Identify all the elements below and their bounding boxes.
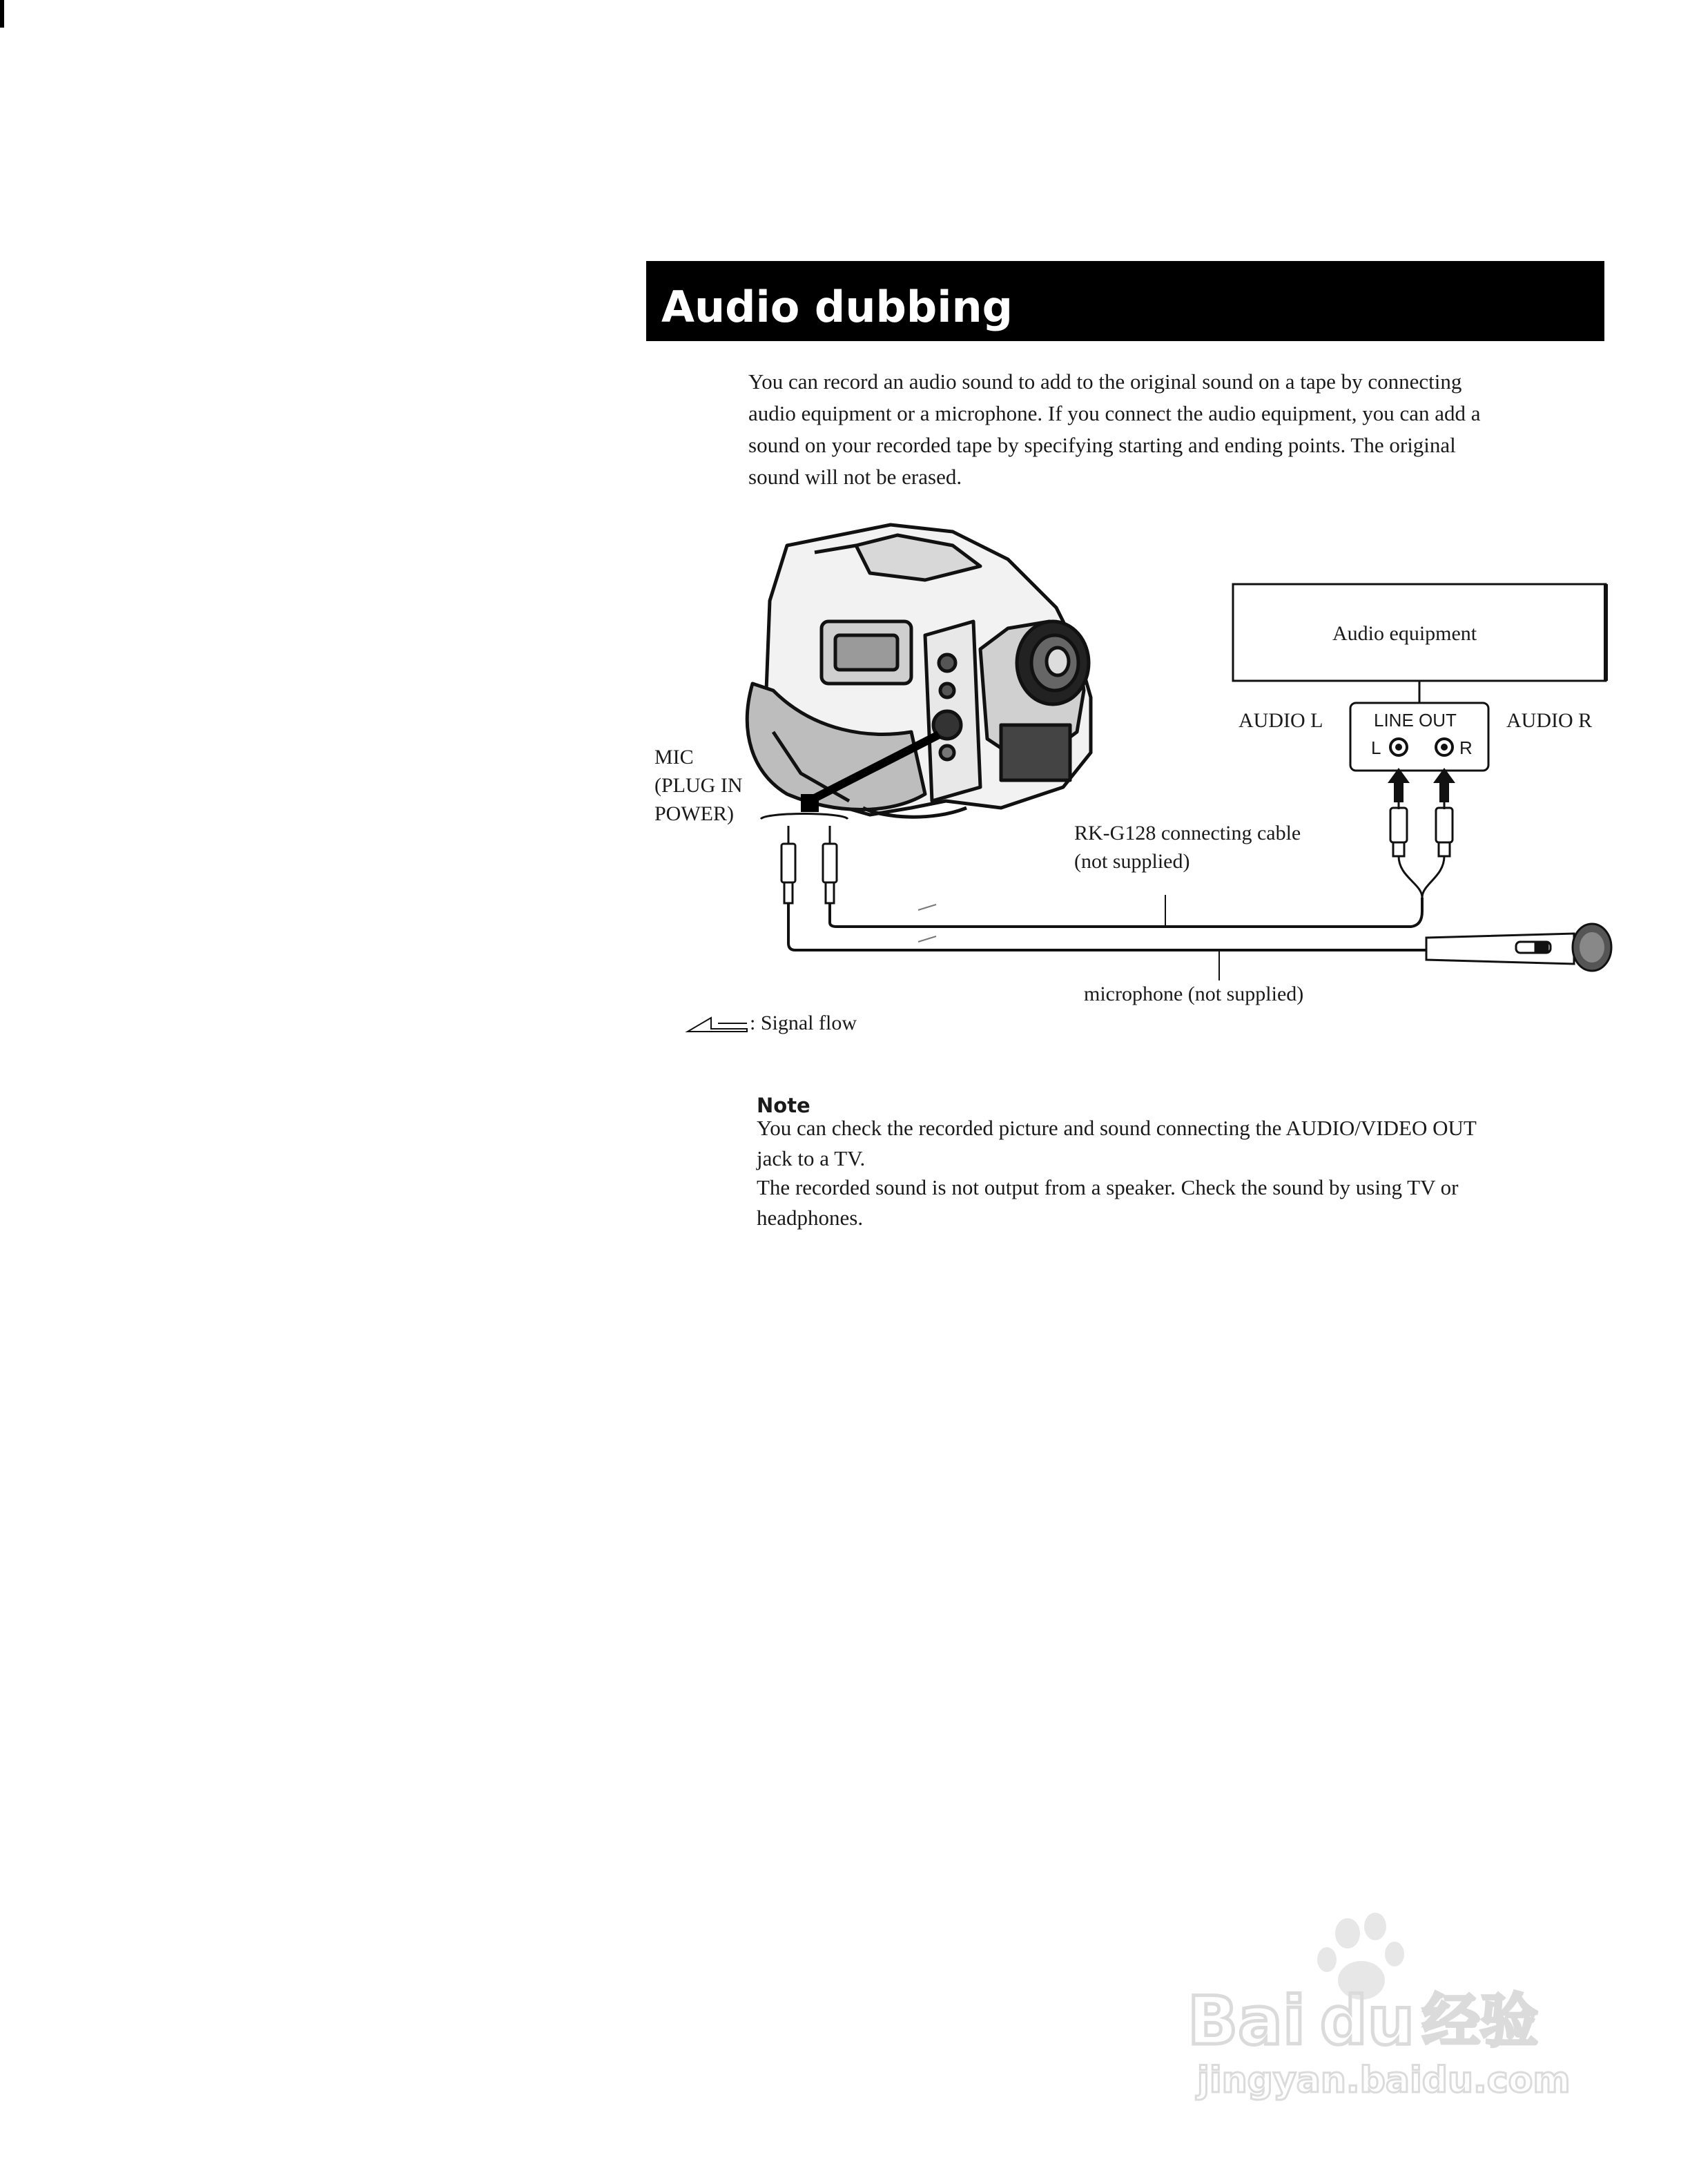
svg-text:Bai: Bai xyxy=(1187,1982,1305,2060)
svg-text:经验: 经验 xyxy=(1422,1987,1539,2055)
section-title: Audio dubbing xyxy=(661,282,1013,332)
note-heading: Note xyxy=(757,1094,810,1117)
baidu-jingyan-watermark xyxy=(1174,1906,1588,2106)
signal-arrows xyxy=(1388,768,1455,802)
audio-l-label: AUDIO L xyxy=(1239,709,1323,732)
intro-line: audio equipment or a microphone. If you connect the audio equipment, you can add a xyxy=(748,401,1481,425)
jack-l-label: L xyxy=(1371,737,1381,758)
svg-text:jingyan.baidu.com: jingyan.baidu.com xyxy=(1197,2060,1571,2101)
line-out-label: LINE OUT xyxy=(1374,710,1457,731)
note-paragraph: You can check the recorded picture and sound connecting the AUDIO/VIDEO OUT jack to a TV. xyxy=(757,1116,1477,1170)
audio-r-label: AUDIO R xyxy=(1506,709,1593,732)
mini-plugs xyxy=(761,814,848,904)
cable-label: RK-G128 connecting cable (not supplied) xyxy=(1074,822,1301,873)
camcorder-illustration xyxy=(747,525,1091,817)
note-paragraph: The recorded sound is not output from a speaker. Check the sound by using TV or headphones. xyxy=(757,1175,1459,1230)
microphone-label: microphone (not supplied) xyxy=(1084,983,1304,1005)
signal-flow-legend-icon xyxy=(688,1018,747,1032)
intro-line: sound will not be erased. xyxy=(748,465,962,489)
audio-equipment-label: Audio equipment xyxy=(1332,622,1477,645)
intro-line: sound on your recorded tape by specifying starting and ending points. The original xyxy=(748,433,1456,457)
intro-line: You can record an audio sound to add to the original sound on a tape by connecting xyxy=(748,369,1462,394)
jack-r-label: R xyxy=(1459,737,1473,758)
mic-jack-label: MIC (PLUG IN POWER) xyxy=(654,746,743,825)
svg-text:du: du xyxy=(1320,1982,1415,2060)
rca-plugs xyxy=(1390,801,1453,856)
microphone-illustration xyxy=(1426,924,1611,971)
signal-flow-legend: : Signal flow xyxy=(750,1012,857,1034)
